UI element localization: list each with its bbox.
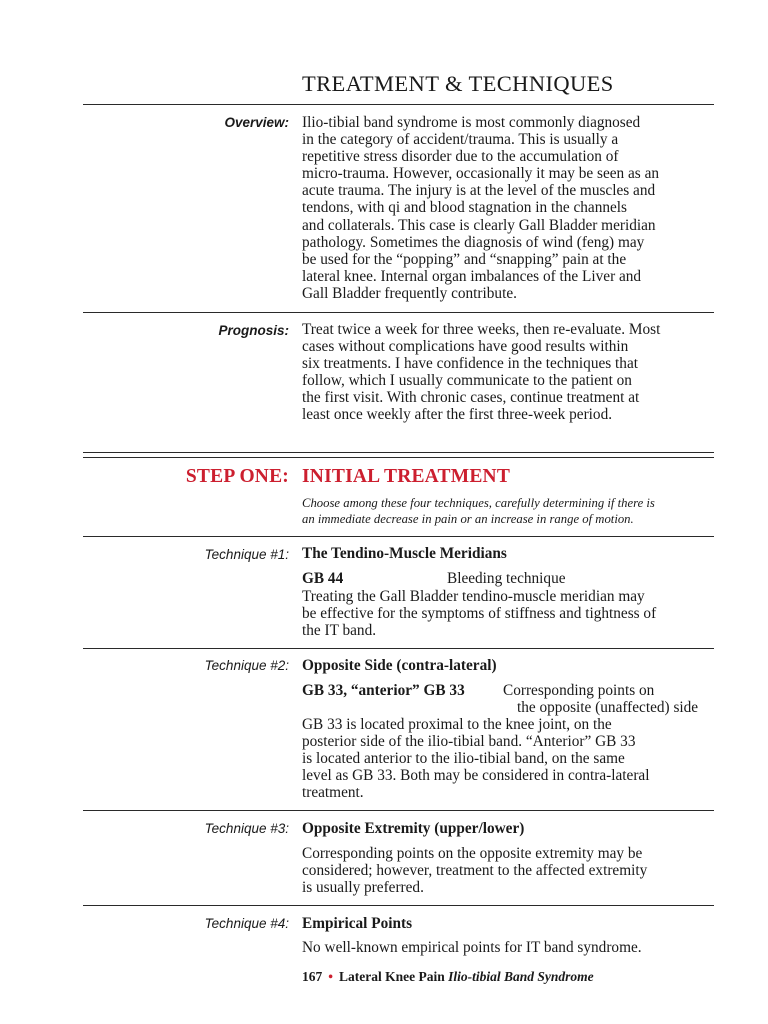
footer-subsection: Ilio-tibial Band Syndrome — [448, 969, 594, 984]
technique-1-line: be effective for the symptoms of stiffness and tightness of — [302, 605, 657, 623]
prognosis-text — [302, 321, 717, 424]
technique-1-text — [302, 588, 717, 639]
overview-label: Overview: — [224, 115, 289, 130]
technique-2-point-desc-2: the opposite (unaffected) side — [517, 699, 699, 716]
title-divider — [83, 104, 714, 105]
technique-2-point: GB 33, “anterior” GB 33 — [302, 682, 465, 699]
technique-3-divider — [83, 905, 714, 906]
technique-3-line: considered; however, treatment to the affected extremity — [302, 862, 648, 880]
technique-2-line: treatment. — [302, 784, 364, 802]
technique-2-line: level as GB 33. Both may be considered in contra-lateral — [302, 767, 650, 785]
prognosis-line: the first visit. With chronic cases, continue treatment at — [302, 389, 640, 407]
technique-3-title: Opposite Extremity (upper/lower) — [302, 820, 525, 837]
technique-3-text — [302, 845, 717, 896]
prognosis-label: Prognosis: — [218, 323, 289, 338]
technique-2-point-desc-1: Corresponding points on — [503, 682, 655, 699]
step-intro — [302, 495, 722, 527]
technique-1-label: Technique #1: — [204, 547, 289, 562]
technique-2-title: Opposite Side (contra-lateral) — [302, 657, 497, 674]
page-title: TREATMENT & TECHNIQUES — [302, 71, 614, 96]
overview-line: be used for the “popping” and “snapping” pain at the — [302, 250, 627, 268]
overview-divider — [83, 312, 714, 313]
prognosis-line: six treatments. I have confidence in the techniques that — [302, 355, 638, 373]
technique-4-line: No well-known empirical points for IT band syndrome. — [302, 939, 642, 956]
technique-2-text — [302, 716, 717, 801]
overview-line: Ilio-tibial band syndrome is most commonly diagnosed — [302, 114, 641, 131]
section-double-rule-top — [83, 452, 714, 453]
step-divider — [83, 536, 714, 537]
technique-1-point: GB 44 — [302, 570, 344, 587]
technique-2-line: GB 33 is located proximal to the knee joint, on the — [302, 716, 612, 733]
technique-2-label: Technique #2: — [204, 658, 289, 673]
page-footer — [302, 969, 594, 985]
technique-2-line: posterior side of the ilio-tibial band. “Anterior” GB 33 — [302, 733, 636, 751]
technique-3-line: Corresponding points on the opposite extremity may be — [302, 845, 643, 862]
technique-4-text — [302, 939, 717, 956]
step-title: INITIAL TREATMENT — [302, 466, 511, 487]
technique-1-title: The Tendino-Muscle Meridians — [302, 545, 507, 562]
technique-4-title: Empirical Points — [302, 915, 413, 932]
overview-line: in the category of accident/trauma. This is usually a — [302, 131, 619, 149]
overview-line: Gall Bladder frequently contribute. — [302, 284, 517, 302]
technique-1-line: Treating the Gall Bladder tendino-muscle meridian may — [302, 588, 645, 605]
footer-separator: • — [328, 969, 333, 984]
overview-line: lateral knee. Internal organ imbalances of the Liver and — [302, 267, 642, 285]
step-intro-line: an immediate decrease in pain or an increase in range of motion. — [302, 512, 634, 526]
technique-4-label: Technique #4: — [204, 916, 289, 931]
prognosis-line: least once weekly after the first three-week period. — [302, 406, 613, 424]
page-number: 167 — [302, 969, 323, 984]
technique-2-line: is located anterior to the ilio-tibial band, on the same — [302, 750, 625, 768]
step-intro-line: Choose among these four techniques, carefully determining if there is — [302, 496, 655, 510]
overview-line: repetitive stress disorder due to the accumulation of — [302, 148, 619, 166]
step-label: STEP ONE: — [185, 466, 289, 487]
footer-section: Lateral Knee Pain — [338, 969, 445, 984]
overview-line: acute trauma. The injury is at the level of the muscles and — [302, 182, 656, 200]
overview-line: and collaterals. This case is clearly Gall Bladder meridian — [302, 216, 656, 234]
overview-line: tendons, with qi and blood stagnation in the channels — [302, 199, 628, 217]
prognosis-line: cases without complications have good results within — [302, 338, 629, 356]
technique-1-point-desc: Bleeding technique — [447, 570, 566, 587]
technique-3-line: is usually preferred. — [302, 879, 424, 897]
section-double-rule-bottom — [83, 457, 714, 458]
technique-1-divider — [83, 648, 714, 649]
technique-3-label: Technique #3: — [204, 821, 289, 836]
technique-2-divider — [83, 810, 714, 811]
technique-1-line: the IT band. — [302, 622, 377, 640]
overview-line: micro-trauma. However, occasionally it may be seen as an — [302, 165, 660, 183]
overview-line: pathology. Sometimes the diagnosis of wind (feng) may — [302, 233, 645, 251]
overview-text — [302, 114, 717, 302]
prognosis-line: follow, which I usually communicate to the patient on — [302, 372, 632, 390]
prognosis-line: Treat twice a week for three weeks, then re-evaluate. Most — [302, 321, 661, 338]
